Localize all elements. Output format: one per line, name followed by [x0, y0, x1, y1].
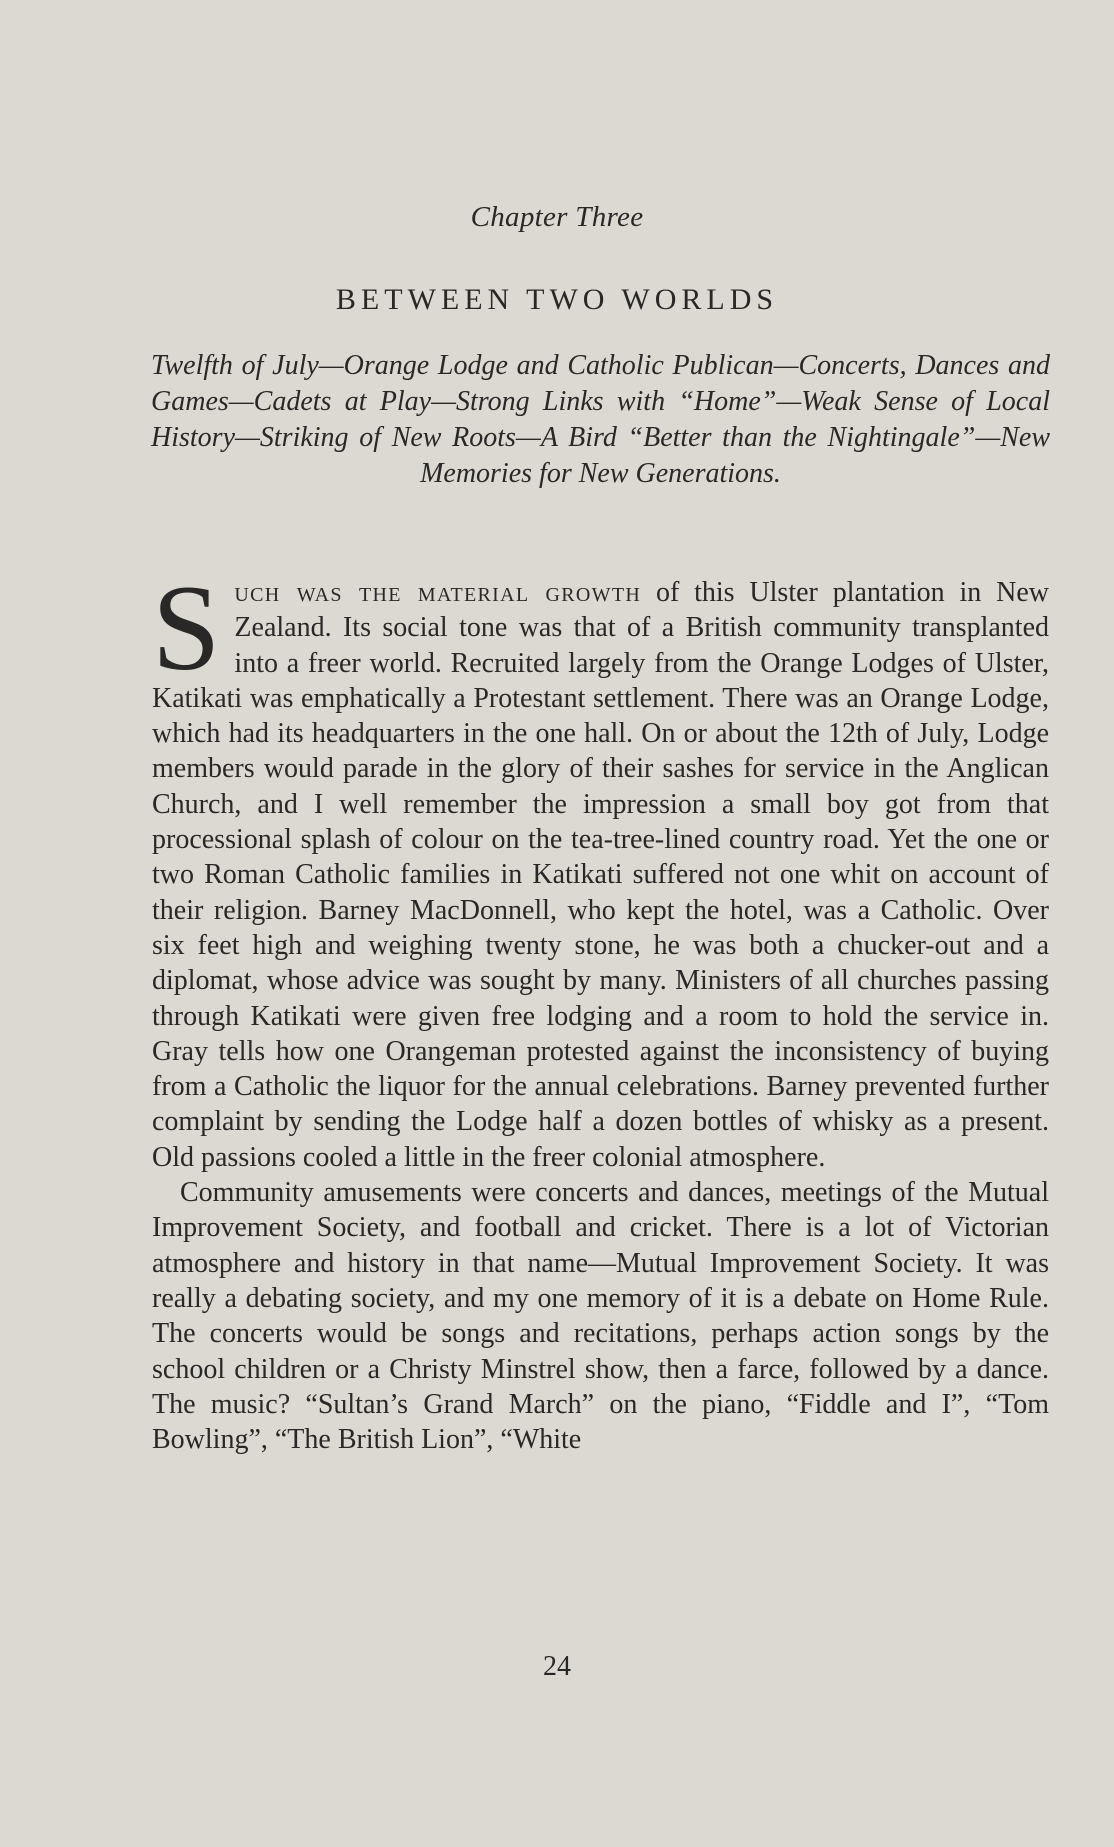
- paragraph-1: [152, 559, 1049, 1175]
- chapter-title: BETWEEN TWO WORLDS: [335, 283, 779, 316]
- chapter-synopsis: Twelfth of July—Orange Lodge and Catholic Publican—Concerts, Dances and Games—Cadets at Play—Strong Links with “Home”—Weak Sense of Local History—Striking of New Roots—A Bird “Better than the Nightingale”—New Memories for New Generations.: [151, 350, 1050, 489]
- page-number: 24: [543, 1651, 571, 1682]
- drop-cap: S: [152, 559, 221, 696]
- paragraph-2: Community amusements were concerts and dances, meetings of the Mutual Improvement Society, and football and cricket. There is a lot of Victorian atmosphere and history in that name—Mutual Improvement Society. It was really a debating society, and my one memory of it is a debate on Home Rule. The concerts would be songs and recitations, perhaps action songs by the school children or a Christy Minstrel show, then a farce, followed by a dance. The music? “Sultan’s Grand March” on the piano, “Fiddle and I”, “Tom Bowling”, “The British Lion”, “White: [152, 1177, 1049, 1456]
- paragraph-1-text: of this Ulster plantation in New Zealand. Its social tone was that of a British community transplanted into a freer world. Recruited largely from the Orange Lodges of Ulster, Katikati was emphatically a Protestant settlement. There was an Orange Lodge, which had its headquarters in the one hall. On or about the 12th of July, Lodge members would parade in the glory of their sashes for service in the Anglican Church, and I well remember the impression a small boy got from that processional splash of colour on the tea-tree-lined country road. Yet the one or two Roman Catholic families in Katikati suffered not one whit on account of their religion. Barney MacDonnell, who kept the hotel, was a Catholic. Over six feet high and weighing twenty stone, he was both a chucker-out and a diplomat, whose advice was sought by many. Ministers of all churches passing through Katikati were given free lodging and a room to hold the service in. Gray tells how one Orangeman protested against the inconsistency of buying from a Catholic the liquor for the annual celebrations. Barney prevented further complaint by sending the Lodge half a dozen bottles of whisky as a present. Old passions cooled a little in the freer colonial atmosphere.: [152, 577, 1049, 1173]
- body-text: [152, 559, 1049, 1457]
- chapter-label: Chapter Three: [470, 201, 644, 233]
- lead-in-small-caps: uch was the material growth: [234, 577, 642, 608]
